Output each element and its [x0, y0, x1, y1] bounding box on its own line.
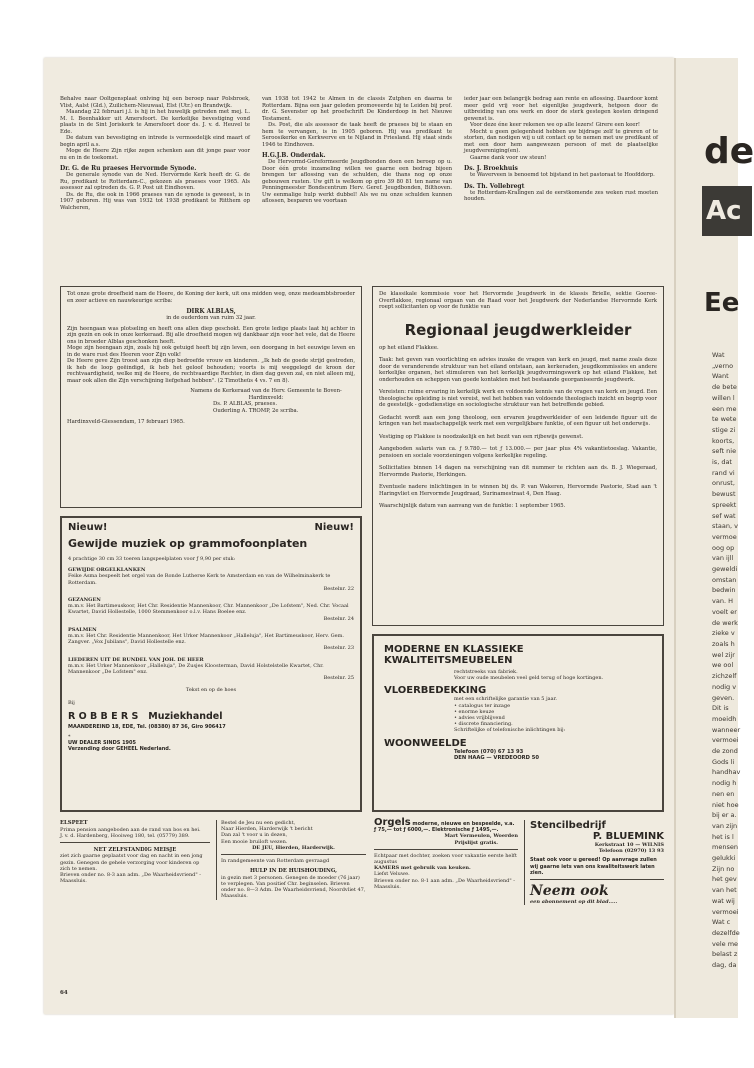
article-text: Mocht u geen gelegenheid hebben uw bijdrage zelf te gireren of te storten, dan nodigen wij u uit contact op te nemen met uw predikant of met een door hem aangewezen persoon of met de plaatselijke jeugdvereniging(en).	[464, 128, 658, 154]
divider	[60, 842, 210, 843]
record-item	[68, 567, 354, 592]
edge-text-line: de werk	[712, 618, 738, 627]
memorial-intro: Tot onze grote droefheid nam de Heere, de Koning der kerk, uit ons midden weg, onze medeambtsbroeder en zeer actieve en nauwkeurige scriba:	[67, 291, 355, 304]
article-text: De Hervormd-Gereformeerde Jeugdbonden doen een beroep op u. Door één grote inzameling willen we gaarne een bedrag bijeen brengen ter aflossing van de schulden, die thans nog op onze gebouwen rusten. Uw gift is welkom op giro 39 80 81 ten name van Penningmeester Bondscentrum Herv. Geref. Jeugdbonden, Bilthoven. Uw eenmalige hulp werkt dubbel! Als we nu onze schulden kunnen aflossen, besparen we voortaan	[262, 159, 452, 204]
edge-text-line: Wat c	[712, 918, 731, 927]
article-text: Gaarne dank voor uw steun!	[470, 154, 547, 161]
record-order-number: Bestelnr. 24	[323, 615, 354, 622]
column-2	[262, 96, 452, 205]
classified-heading: ELSPEET	[60, 820, 88, 826]
divider	[374, 849, 518, 850]
article-text: ieder jaar een belangrijk bedrag aan rente en aflossing. Daardoor komt meer geld vrij voor het eigenlijke jeugdwerk, hetgeen door de uitbreiding van ons werk en door de sterk gestegen kosten dringend gewenst is.	[464, 96, 658, 122]
record-title: GEWIJDE ORGELKLANKEN	[68, 567, 146, 574]
article-text: De generale synode van de Ned. Hervormde Kerk heeft dr. G. de Ru, predikant te Rotterdam-C., gekozen als praeses voor 1965. Als assessor zal optreden ds. G. P. Post uit Eindhoven.	[60, 172, 250, 191]
article-text: Moge de Heere Zijn rijke zegen schenken aan dit jonge paar voor nu en in de toekomst.	[60, 148, 250, 161]
classified-text: ziet zich gaarne geplaatst voor dag en nacht in een jong gezin. Genegen de gehele verzorging voor kinderen op zich te nemen. Brieven onder no. 8-3 aan adm. „De Waarheidsvriend" - Maassluis.	[60, 853, 203, 885]
edge-text-line: de zond	[712, 747, 738, 756]
edge-text-line: bij er a.	[712, 811, 737, 820]
edge-text-line: willen l	[712, 393, 735, 402]
edge-text-line: is, dat	[712, 458, 732, 467]
shop-address: MAANDEREIND 18, EDE, Tel. (08380) 87 36, Giro 906417	[68, 723, 226, 730]
vacancy-ad	[372, 286, 664, 626]
edge-text-line: nodig v	[712, 682, 737, 691]
edge-text-line: Want	[712, 372, 729, 381]
help-ad-text: in gezin met 3 personen. Genegen de moeder (76 jaar) te verplegen. Van positief Chr. beginselen. Brieven onder no. 8—3 Adm. De Waarheidsvriend, Noordvliet 47, Maassluis.	[221, 874, 366, 900]
bullet-icon: •	[454, 721, 459, 728]
furniture-title: MODERNE EN KLASSIEKE	[384, 644, 524, 655]
classified-heading: NET ZELFSTANDIG MEISJE	[93, 846, 177, 853]
record-item	[68, 597, 354, 622]
record-description: m.m.v. Het Urker Mannenkoor „Halleluja", De Zusjes Kloosterman, David Holstelstelle Kwartet, Chr. Mannenkoor „De Lofstem" enz.	[68, 662, 324, 676]
edge-text-line: wel zijr	[712, 650, 735, 659]
flooring-list	[384, 703, 652, 728]
furniture-ad	[372, 634, 664, 812]
store-phone: Telefoon (070) 67 13 93	[454, 748, 524, 755]
edge-text-line: het gev	[712, 875, 737, 884]
edge-text-line: koorts,	[712, 436, 735, 445]
edge-text-line: van. H	[712, 597, 733, 606]
newspaper-page	[44, 58, 674, 1014]
star-mark: *	[68, 733, 71, 740]
divider	[530, 879, 664, 880]
organs-text: moderne, nieuwe en bespeelde, v.a. ƒ 75,— tot ƒ 6000,—. Elektronische ƒ 1495,—.	[374, 821, 515, 834]
store-name: WOONWEELDE	[384, 737, 467, 749]
article-heading: Ds. Th. Vollebregt	[464, 182, 525, 190]
article-text: Ds. Post, die als assessor de taak heeft de praeses bij te staan en hem te vervangen, is in 1905 geboren. Hij was predikant te Seroosikerke en Kerkwerve en te Nijland in Friesland. Hij staat sinds 1946 te Eindhoven.	[262, 122, 452, 148]
shop-name: R O B B E R S Muziekhandel	[68, 710, 223, 722]
vacancy-text: Gedacht wordt aan een jong theoloog, een ervaren jeugdwerkleider of een leidende figuur uit de kringen van het maatschappelijk werk met een vergelijkbare funktie, of een figuur uit het onderwijs.	[379, 414, 657, 427]
vacancy-text: Eventuele nadere inlichtingen in te winnen bij ds. P. van Wakeren, Hervormde Pastorie, Stad aan 't Haringvliet en Hervormde Jeugdraad, Surinamestraat 4, Den Haag.	[379, 484, 657, 497]
record-description: m.m.v. Het Chr. Residentie Mannenkoor, Het Urker Mannenkoor „Halleluja", Het Bartimeuskoor, Herv. Gem. Zangver. „Vox Jubilans", David Hollestelle enz.	[68, 633, 344, 646]
flooring-bullet-text: catalogus ter inzage	[458, 702, 511, 709]
edge-text-line: sef wat	[712, 511, 736, 520]
edge-text-line: oog op	[712, 543, 735, 552]
stencil-name: P. BLUEMINK	[592, 831, 664, 842]
organs-seller: Mart Vermeulen, Woerden	[444, 833, 518, 840]
flooring-bullet-text: discrete financiering.	[458, 721, 513, 728]
help-ad-intro: In randgemeente van Rotterdam gevraagd	[221, 858, 330, 865]
edge-text-line: van het	[712, 886, 737, 895]
memorial-place: Hardinxveld-Giessendam, 17 februari 1965.	[67, 419, 185, 425]
column-1	[60, 96, 250, 211]
article-heading: H.G.J.B. Onderdak.	[262, 152, 326, 159]
edge-text-line: geven.	[712, 693, 735, 702]
records-banner	[68, 522, 354, 533]
edge-heading: Ee	[704, 288, 740, 318]
edge-text-line: van zijn	[712, 821, 738, 830]
edge-text-line: mensen	[712, 843, 738, 852]
edge-text-line: Gods li	[712, 757, 735, 766]
edge-text-line: bewust	[712, 490, 736, 499]
edge-text-line: niet hoe	[712, 800, 739, 809]
new-label: Nieuw!	[314, 522, 354, 533]
furniture-line: rechtstreeks van fabriek.	[454, 669, 518, 675]
classified-col-3	[374, 817, 518, 890]
memorial-notice	[60, 286, 362, 508]
record-item	[68, 627, 354, 652]
edge-text-line: spreekt	[712, 500, 737, 509]
bullet-icon: •	[454, 715, 459, 722]
record-order-number: Bestelnr. 25	[323, 675, 354, 682]
records-intro: 4 prachtige 30 cm 33 toeren langspeelplaten voor ƒ 9,90 per stuk:	[68, 556, 236, 562]
flooring-line: met een schriftelijke garantie van 5 jaar.	[454, 696, 558, 703]
edge-text-line: geweldi	[712, 565, 738, 574]
poem-ad-signature: DE JEU, Hierden, Harderwijk.	[252, 844, 335, 851]
classified-col-1	[60, 820, 210, 884]
edge-text-line: omstan	[712, 575, 737, 584]
edge-text-line: de bete	[712, 383, 737, 392]
classified-col-2	[216, 820, 366, 900]
edge-text-line: te wete	[712, 415, 737, 424]
furniture-title: KWALITEITSMEUBELEN	[384, 655, 513, 666]
organs-price-list: Prijslijst gratis.	[454, 839, 498, 846]
edge-text-line: voelt er	[712, 607, 737, 616]
edge-text-line: van ijll	[712, 554, 734, 563]
edge-text-line: handhav	[712, 768, 741, 777]
flooring-bullet-text: enorme keuze	[458, 708, 495, 715]
edge-text-line: een me	[712, 404, 737, 413]
rooms-ad-text: Liefst Veluwe. Brieven onder no. 8-1 aan adm. „De Waarheidsvriend" - Maassluis.	[374, 871, 515, 890]
edge-text-line: wat wij	[712, 896, 735, 905]
memorial-text: Moge zijn heengaan zijn, zoals hij ook getuigd heeft bij zijn leven, een doorgang in het eeuwige leven en in de ware rust des Heeren voor Zijn volk!	[67, 345, 355, 358]
record-title: PSALMEN	[68, 626, 97, 633]
signature-line: Ouderling A. TROMP, 2e scriba.	[213, 407, 299, 414]
flooring-bullet-text: advies vrijblijvend	[458, 715, 505, 722]
edge-text-line: rand vi	[712, 468, 735, 477]
edge-text-line: Dit is	[712, 704, 729, 713]
edge-text-line: zieke v	[712, 629, 735, 638]
edge-text-line: dag, da	[712, 961, 737, 970]
article-text: Ds. de Ru, die ook in 1966 praeses van de synode is geweest, is in 1907 geboren. Hij was van 1932 tot 1938 predikant te Ritthem op Walcheren,	[60, 191, 250, 211]
edge-text-line: vermoei	[712, 736, 739, 745]
shipping-line: Verzending door GEHEEL Nederland.	[68, 746, 171, 753]
edge-text-line: nen en	[712, 789, 735, 798]
rooms-ad-heading: KAMERS met gebruik van keuken.	[374, 865, 471, 872]
edge-heading: Ac	[706, 196, 742, 226]
edge-text-line: bedwin	[712, 586, 736, 595]
stencil-text: Staat ook voor u gereed! Op aanvrage zullen wij gaarne iets van ons kwaliteitswerk laten zien.	[530, 857, 657, 876]
records-title: Gewijde muziek op grammofoonplaten	[68, 537, 308, 550]
organs-title: Orgels	[374, 817, 411, 828]
edge-text-line: vele me	[712, 939, 739, 948]
article-text: van 1938 tot 1942 te Almen in de classis Zutphen en daarna te Rotterdam. Bijna een jaar geleden promoveerde hij te Leiden bij prof. dr. G. Sevenster op het proefschrift De Kinderdoop in het Nieuwe Testament.	[262, 96, 452, 122]
edge-text-line: seft nie	[712, 447, 737, 456]
edge-text-line: vermoei	[712, 907, 739, 916]
store-address: DEN HAAG — VREDEOORD 50	[454, 754, 539, 761]
article-heading: Ds. J. Broekhuis	[464, 165, 518, 172]
help-ad-heading: HULP IN DE HUISHOUDING,	[249, 868, 338, 875]
edge-text-line: belast z	[712, 950, 738, 959]
records-ad	[60, 516, 362, 812]
vacancy-text: Taak: het geven van voorlichting en advies inzake de vragen van kerk en jeugd, met name zoals deze door de veranderende struktuur van het eiland ontstaan, aan kerkeraden, jeugdkommissies en andere kerkelijke organen, het stimuleren van het kerkelijk jeugdvormingswerk op het eiland Flakkee, het onderhouden en scheppen van goede kontakten met het bestaande georganiseerde jeugdwerk.	[379, 357, 657, 383]
article-heading: Dr. G. de Ru praeses Hervormde Synode.	[60, 165, 197, 172]
deceased-name: DIRK ALBLAS,	[186, 308, 236, 315]
vacancy-intro: De klassikale kommissie voor het Hervormde Jeugdwerk in de klassis Brielle, sektie Goeree-Overflakkee, regionaal orgaan van de Raad voor het Jeugdwerk der Nederlandse Hervormde Kerk roept sollicitanten op voor de funktie van	[379, 291, 657, 310]
edge-text-line: zichzelf	[712, 672, 737, 681]
bullet-icon: •	[454, 702, 459, 709]
edge-text-line: onrust,	[712, 479, 735, 488]
contact-line: Schriftelijke of telefonische inlichtingen bij:	[454, 727, 566, 734]
deceased-age: in de ouderdom van ruim 32 jaar.	[166, 315, 256, 321]
vacancy-text: Sollicitaties binnen 14 dagen na verschijning van dit nummer te richten aan ds. B. J. Wiegeraad, Hervormde Pastorie, Herkingen.	[379, 465, 657, 478]
vacancy-text: Aangeboden salaris van ca. ƒ 9.780.— tot ƒ 13.000.— per jaar plus 4% vakantietoeslag. Vakantie, pensioen en sociale voorzieningen volgens kerkelijke regeling.	[379, 446, 657, 459]
column-3	[464, 96, 658, 203]
edge-text-line: zoals h	[712, 639, 735, 648]
article-text: De datum van bevestiging en intrede is vermoedelijk eind maart of begin april a.s.	[60, 135, 250, 148]
memorial-text: Zijn heengaan was plotseling en heeft ons allen diep geschokt. Een grote ledige plaats laat hij achter in zijn gezin en ook in onze kerkeraad. Bij alle droefheid mogen wij dankbaar zijn voor het vele, dat de Heere ons in broeder Alblas geschonken heeft.	[67, 325, 355, 345]
edge-text-column	[712, 350, 740, 971]
bullet-icon: •	[454, 708, 459, 715]
edge-text-line: moeidh	[712, 714, 737, 723]
edge-text-line: we ool	[712, 661, 734, 670]
sleeve-note: Tekst en op de hoes	[185, 687, 237, 694]
stencil-title: Stencilbedrijf	[530, 820, 606, 831]
edge-text-line: het is l	[712, 832, 734, 841]
poem-ad: Bestel de Jeu nu een gedicht, Naar Hierden, Harderwijk 't bericht Dan zal 't voor u in dezen, Een mooie bruiloft wezen.	[221, 820, 313, 845]
edge-text-line: wanneer	[712, 725, 741, 734]
furniture-line: Voor uw oude meubelen veel geld terug of hoge kortingen.	[454, 675, 604, 682]
article-text: te Rotterdam-Kralingen zal de eerstkomende zes weken rust moeten houden.	[464, 189, 658, 202]
new-label: Nieuw!	[68, 522, 108, 533]
vacancy-text: Vestiging op Flakkee is noodzakelijk en het bezit van een rijbewijs gewenst.	[379, 433, 584, 440]
edge-text-line: Zijn no	[712, 864, 735, 873]
edge-text-line: stige zi	[712, 425, 736, 434]
subscribe-heading: Neem ook	[530, 883, 609, 900]
article-text: Voor deze éne keer rekenen we op alle lezers! Girere een keer!	[470, 122, 641, 128]
record-description: m.m.v. Het Bartimeuskoor, Het Chr. Residentie Mannenkoor, Chr. Mannenkoor „De Lofstem", Ned. Chr. Vocaal Kwartet, David Hollestelle, 1000 Stemmenkoor o.l.v. Hans Boelee enz.	[68, 603, 349, 616]
divider	[221, 854, 366, 855]
rooms-ad-intro: Echtpaar met dochter, zoeken voor vakantie eerste helft augustus	[374, 852, 517, 866]
vacancy-text: Vereisten: ruime ervaring in kerkelijk werk en voldoende kennis van de vragen van kerk en jeugd. Een theologische opleiding is niet vereist, wel het hebben van voldoende theologisch inzicht en begrip voor de geestelijk - godsdienstige en sociologische struktuur van het betreffende gebied.	[379, 389, 657, 408]
vacancy-sub: op het eiland Flakkee.	[379, 344, 439, 351]
edge-heading: de	[704, 131, 754, 172]
record-order-number: Bestelnr. 23	[323, 645, 354, 652]
stencil-address: Kerkstraat 10 — WILNIS Telefoon (02970) 13 93	[594, 842, 664, 855]
vacancy-title: Regionaal jeugdwerkleider	[404, 320, 632, 339]
article-text: Behalve naar Ooltgensplaat onlving hij een beroep naar Polsbroek, Vlist, Aalst (Gld.), Zuilichem-Nieuwaal, Elst (Utr.) en Brandwijk.	[60, 96, 250, 109]
record-description: Feike Asma bespeelt het orgel van de Ronde Lutherse Kerk te Amsterdam en van de Wilhelminakerk te Rotterdam.	[68, 573, 331, 586]
classified-col-4	[524, 820, 664, 905]
record-item	[68, 657, 354, 682]
article-text: te Waverveen is benoemd tot bijstand in het pastoraat te Hoofddorp.	[470, 172, 655, 178]
by-label: Bij	[68, 699, 75, 706]
article-text: Maandag 22 februari j.l. is hij in het huwelijk getreden met mej. L. M. I. Beenhakker uit Amersfoort. De kerkelijke bevestiging vond plaats in de Sint Joriskerk te Amersfoort door ds. J. v. d. Heuvel te Ede.	[60, 109, 250, 135]
edge-text-line: staan, v	[712, 522, 738, 531]
subscribe-text: een abonnement op dit blad.....	[530, 899, 618, 906]
edge-dark-block	[702, 186, 752, 236]
edge-text-line: vermoe	[712, 532, 737, 541]
page-number: 64	[60, 990, 68, 996]
record-order-number: Bestelnr. 22	[323, 585, 354, 592]
vacancy-text: Waarschijnlijk datum van aanvang van de funktie: 1 september 1965.	[379, 503, 566, 509]
signature-line: Namens de Kerkeraad van de Herv. Gemeente te Boven-Hardinxveld:	[190, 388, 342, 401]
dealer-line: UW DEALER SINDS 1905	[68, 740, 136, 747]
edge-text-line: nodig h	[712, 779, 737, 788]
next-page-edge	[674, 58, 754, 1018]
signature-line: Ds. P. ALBLAS, praeses.	[213, 401, 278, 407]
edge-text-line: Wat	[712, 351, 725, 359]
record-list	[68, 567, 354, 681]
flooring-title: VLOERBEDEKKING	[384, 685, 487, 697]
record-title: LIEDEREN UIT DE BUNDEL VAN JOH. DE HEER	[68, 656, 204, 663]
memorial-text: De Heere geve Zijn troost aan zijn diep bedroefde vrouw en kinderen. „Ik heb de goede strijd gestreden, ik heb de loop geëindigd, ik heb het geloof behouden; voorts is mij weggelegd de kroon der rechtvaardigheid, welke mij de Heere, de rechtvaardige Rechter, in dien dag geven zal, en niet alleen mij, maar ook allen die Zijn verschijning liefgehad hebben". (2 Timotheüs 4 vs. 7 en 8).	[67, 358, 355, 384]
record-title: GEZANGEN	[68, 597, 101, 604]
edge-text-line: gelukki	[712, 854, 736, 863]
edge-text-line: dezelfde	[712, 928, 740, 937]
classified-text: Prima pension aangeboden aan de rand van bos en hei. J. v. d. Hardenberg, Hooiweg 180, tel. (05779) 389.	[60, 826, 201, 839]
edge-text-line: „verno	[712, 361, 734, 370]
